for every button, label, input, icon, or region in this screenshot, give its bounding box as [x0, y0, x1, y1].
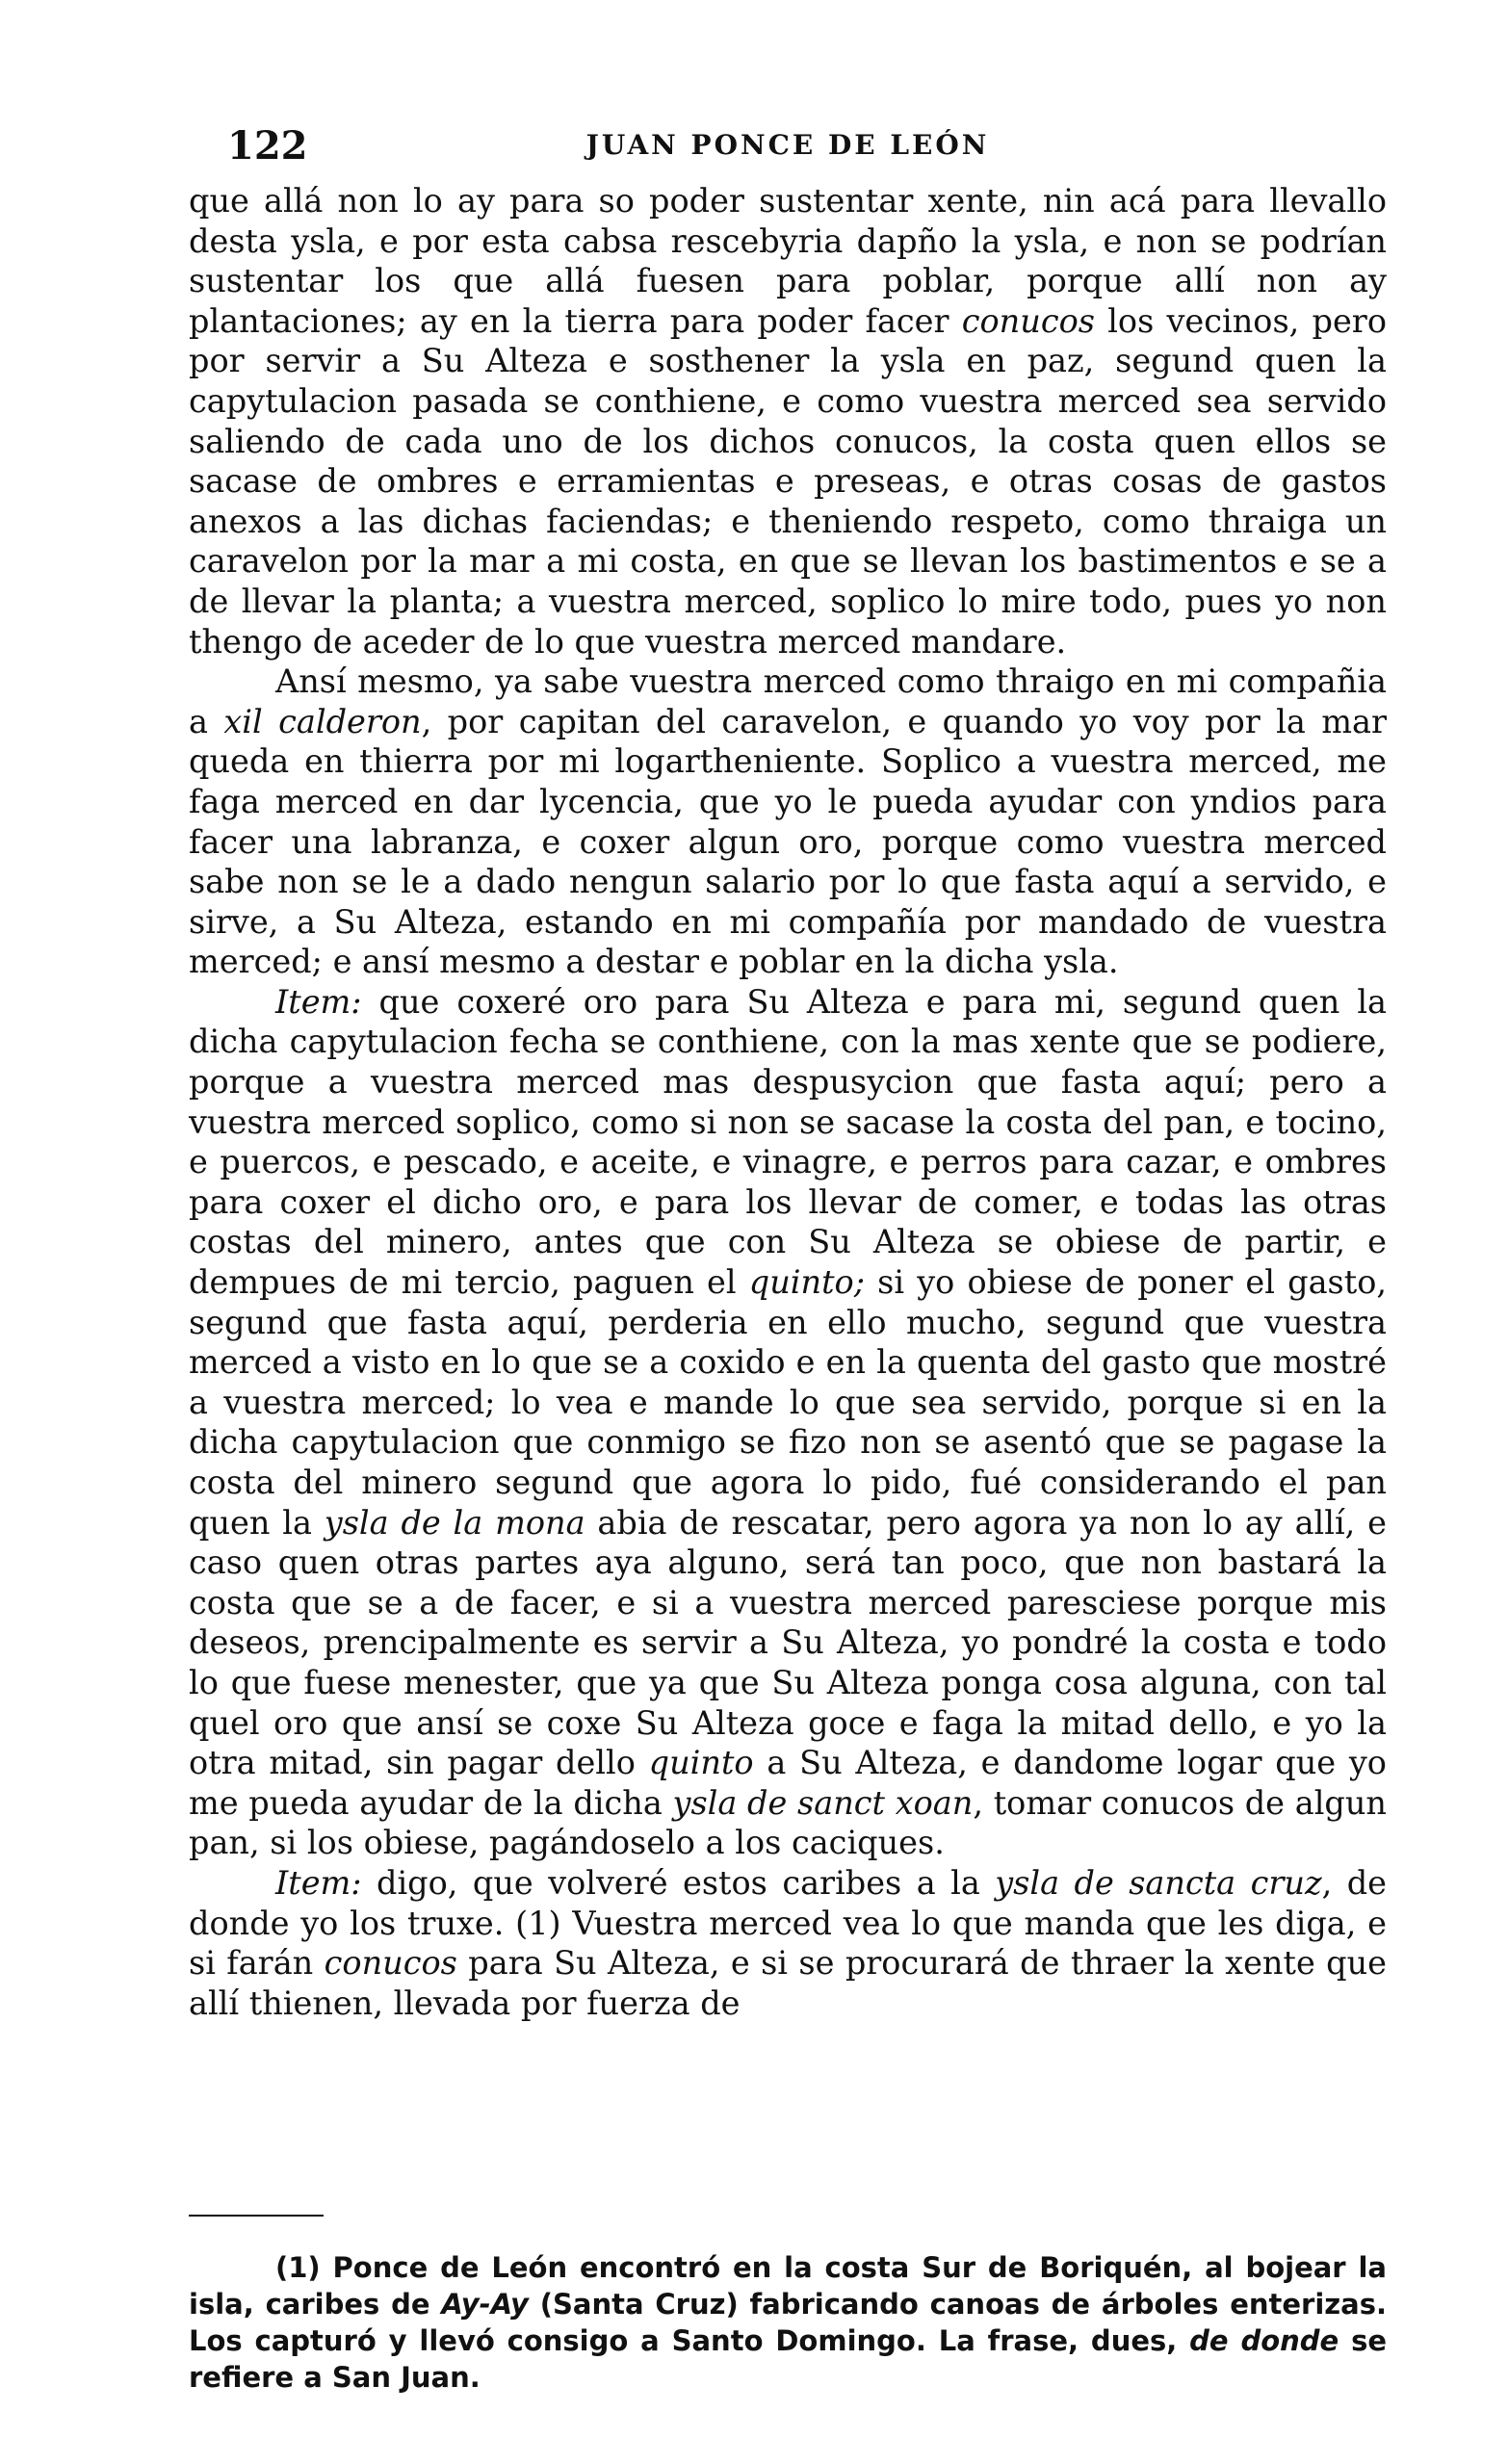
italic-term: quinto: [648, 1744, 754, 1782]
italic-term: ysla de la mona: [324, 1503, 585, 1542]
text-run: , de donde yo los truxe. (1) Vuestra merced vea lo que manda que les diga, e si farán: [189, 1863, 1387, 1983]
footnote-divider: [189, 2215, 324, 2217]
footnote-text: (1) Ponce de León encontró en la costa Sur de Boriquén, al bojear la isla, caribes de: [189, 2251, 1387, 2321]
footnote: [189, 2249, 1387, 2396]
text-run: los vecinos, pero por servir a Su Alteza e sosthener la ysla en paz, segund quen la capytulacion pasada se conthiene, e como vuestra merced sea servido saliendo de cada uno de los dichos conucos, la costa quen ellos se sacase de ombres e erramientas e preseas, e otras cosas de gastos anexos a las dichas faciendas; e theniendo respeto, como thraiga un caravelon por la mar a mi costa, en que se llevan los bastimentos e se a de llevar la planta; a vuestra merced, soplico lo mire todo, pues yo non thengo de aceder de lo que vuestra merced mandare.: [189, 301, 1387, 661]
text-run: que allá non lo ay para so poder sustentar xente, nin acá para llevallo desta ysla, e por esta cabsa rescebyria dapño la ysla, e non se podrían sustentar los que allá fuesen para poblar, porque allí non ay plantaciones; ay en la tierra para poder facer: [189, 182, 1387, 340]
text-run: a Su Alteza, e dandome logar que yo me pueda ayudar de la dicha: [189, 1744, 1387, 1822]
italic-term: de donde: [1189, 2324, 1339, 2357]
italic-term: ysla de sancta cruz: [995, 1863, 1322, 1902]
italic-term: conucos: [324, 1944, 457, 1983]
footnote-text: (Santa Cruz) fabricando canoas de árboles enterizas. Los capturó y llevó consigo a Santo Domingo. La frase, dues,: [189, 2288, 1388, 2357]
text-run: si yo obiese de poner el gasto, segund que fasta aquí, perderia en ello mucho, segund que vuestra merced a visto en lo que se a coxido e en la quenta del gasto que mostré a vuestra merced; lo vea e mande lo que sea servido, porque si en la dicha capytulacion que conmigo se fizo non se asentó que se pagase la costa del minero segund que agora lo pido, fué considerando el pan quen la: [189, 1263, 1388, 1542]
text-run: que coxeré oro para Su Alteza e para mi, segund quen la dicha capytulacion fecha se conthiene, con la mas xente que se podiere, porque a vuestra merced mas despusycion que fasta aquí; pero a vuestra merced soplico, como si non se sacase la costa del pan, e tocino, e puercos, e pescado, e aceite, e vinagre, e perros para cazar, e ombres para coxer el dicho oro, e para los llevar de comer, e todas las otras costas del minero, antes que con Su Alteza se obiese de partir, e dempues de mi tercio, paguen el: [189, 982, 1387, 1302]
paragraph-2: [189, 661, 1387, 982]
paragraph-1: [189, 181, 1387, 661]
paragraph-3: [189, 982, 1387, 1863]
text-run: digo, que volveré estos caribes a la: [361, 1863, 996, 1902]
text-run: Ansí mesmo, ya sabe vuestra merced como thraigo en mi compañia a: [189, 662, 1387, 740]
page-header: [189, 117, 1387, 175]
paragraph-4: [189, 1863, 1387, 2023]
italic-term: Item:: [275, 1863, 362, 1902]
italic-term: Item:: [275, 982, 362, 1021]
italic-term: Ay-Ay: [441, 2288, 529, 2321]
italic-term: ysla de sanct xoan: [672, 1783, 974, 1822]
text-run: , tomar conucos de algun pan, si los obiese, pagándoselo a los caciques.: [189, 1783, 1387, 1862]
italic-term: quinto;: [748, 1263, 865, 1302]
italic-term: conucos: [961, 301, 1095, 340]
text-run: abia de rescatar, pero agora ya non lo ay allí, e caso quen otras partes aya alguno, será tan poco, que non bastará la costa que se a de facer, e si a vuestra merced paresciese porque mis deseos, prencipalmente es servir a Su Alteza, yo pondré la costa e todo lo que fuese menester, que ya que Su Alteza ponga cosa alguna, con tal quel oro que ansí se coxe Su Alteza goce e faga la mitad dello, e yo la otra mitad, sin pagar dello: [189, 1503, 1387, 1782]
running-title: JUAN PONCE DE LEÓN: [585, 129, 990, 161]
italic-term: xil calderon: [223, 702, 422, 740]
text-run: , por capitan del caravelon, e quando yo voy por la mar queda en thierra por mi logartheniente. Soplico a vuestra merced, me faga merced en dar lycencia, que yo le pueda ayudar con yndios para facer una labranza, e coxer algun oro, porque como vuestra merced sabe non se le a dado nengun salario por lo que fasta aquí a servido, e sirve, a Su Alteza, estando en mi compañía por mandado de vuestra merced; e ansí mesmo a destar e poblar en la dicha ysla.: [189, 702, 1388, 981]
page-number: 122: [227, 123, 308, 169]
text-run: para Su Alteza, e si se procurará de thraer la xente que allí thienen, llevada por fuerza de: [189, 1944, 1388, 2022]
footnote-text: se refiere a San Juan.: [189, 2324, 1388, 2394]
body-text: [189, 181, 1387, 2023]
